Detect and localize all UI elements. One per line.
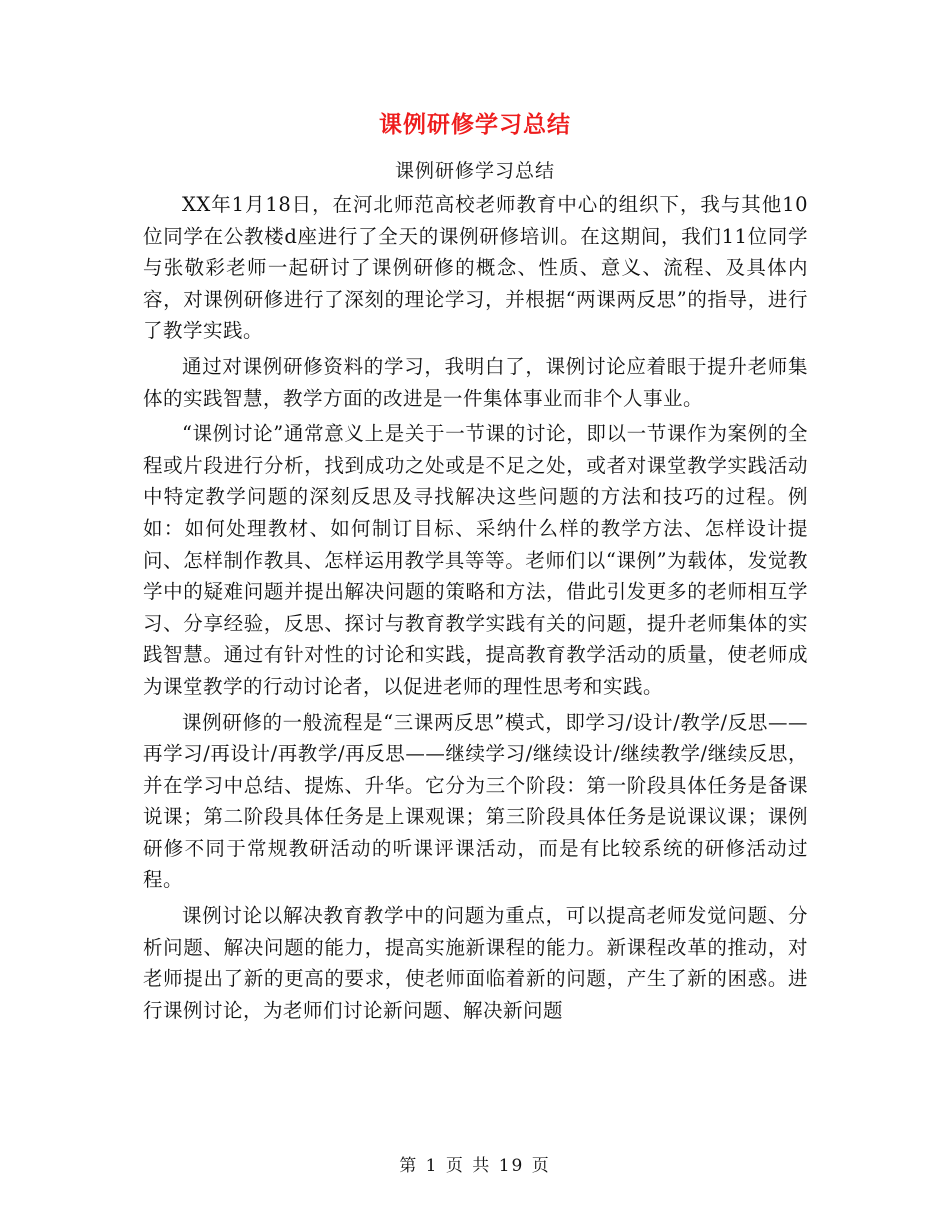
paragraph: 通过对课例研修资料的学习，我明白了，课例讨论应着眼于提升老师集体的实践智慧，教学方面的改进是一件集体事业而非个人事业。 — [143, 354, 808, 410]
document-title: 课例研修学习总结 — [379, 111, 571, 138]
paragraph: XX年1月18日，在河北师范高校老师教育中心的组织下，我与其他10位同学在公教楼d座进行了全天的课例研修培训。在这期间，我们11位同学与张敬彩老师一起研讨了课例研修的概念、性质、意义、流程、及具体内容，对课例研修进行了深刻的理论学习，并根据“两课两反思”的指导，进行了教学实践。 — [143, 193, 808, 343]
document-subtitle: 课例研修学习总结 — [394, 160, 555, 182]
paragraph: “课例讨论”通常意义上是关于一节课的讨论，即以一节课作为案例的全程或片段进行分析，找到成功之处或是不足之处，或者对课堂教学实践活动中特定教学问题的深刻反思及寻找解决这些问题的方法和技巧的过程。例如：如何处理教材、如何制订目标、采纳什么样的教学方法、怎样设计提问、怎样制作教具、怎样运用教学具等等。老师们以“课例”为载体，发觉教学中的疑难问题并提出解决问题的策略和方法，借此引发更多的老师相互学习、分享经验，反思、探讨与教育教学实践有关的问题，提升老师集体的实践智慧。通过有针对性的讨论和实践，提高教育教学活动的质量，使老师成为课堂教学的行动讨论者，以促进老师的理性思考和实践。 — [143, 422, 808, 698]
paragraph: 课例讨论以解决教育教学中的问题为重点，可以提高老师发觉问题、分析问题、解决问题的能力，提高实施新课程的能力。新课程改革的推动，对老师提出了新的更高的要求，使老师面临着新的问题，产生了新的困惑。进行课例讨论，为老师们讨论新问题、解决新问题 — [143, 904, 808, 1022]
page-number-footer: 第 1 页 共 19 页 — [399, 1156, 551, 1176]
document-body — [143, 189, 808, 1030]
paragraph: 课例研修的一般流程是“三课两反思”模式，即学习/设计/教学/反思——再学习/再设计/再教学/再反思——继续学习/继续设计/继续教学/继续反思，并在学习中总结、提炼、升华。它分为三个阶段：第一阶段具体任务是备课说课；第二阶段具体任务是上课观课；第三阶段具体任务是说课议课；课例研修不同于常规教研活动的听课评课活动，而是有比较系统的研修活动过程。 — [143, 710, 808, 892]
